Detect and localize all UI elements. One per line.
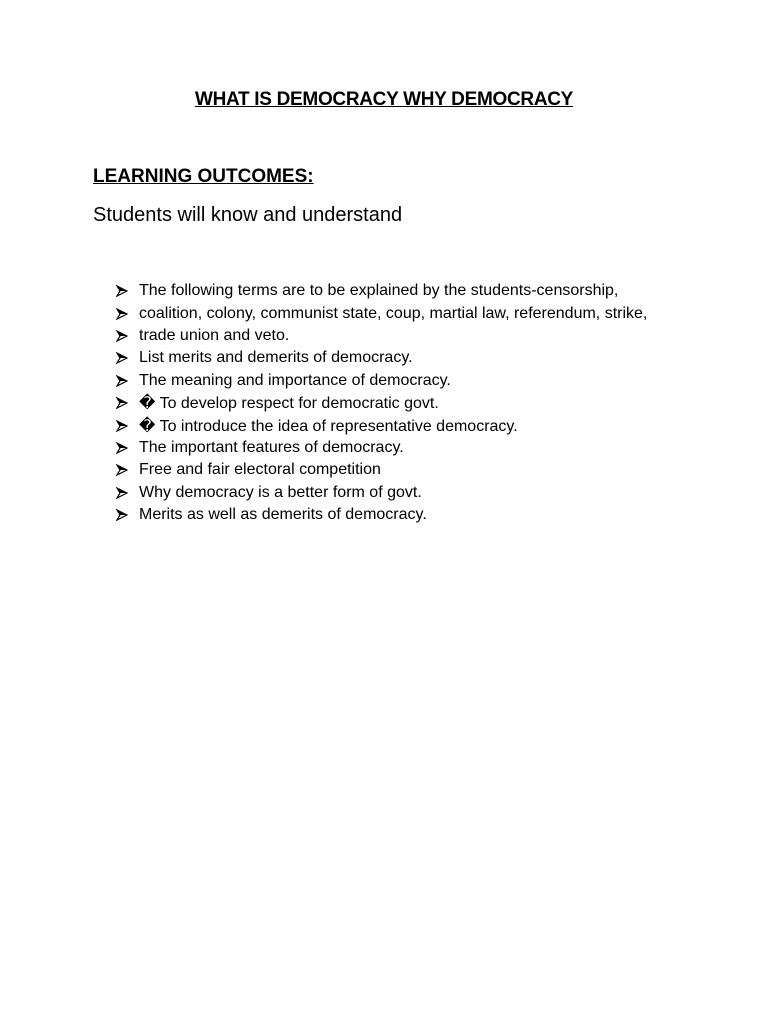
list-item-text: The meaning and importance of democracy. [139,371,451,389]
arrowhead-bullet-icon [116,464,139,476]
list-item [116,280,716,302]
list-item-text: � To introduce the idea of representative democracy. [139,417,518,435]
arrowhead-bullet-icon [116,352,139,364]
arrowhead-bullet-icon [116,509,139,521]
arrowhead-bullet-icon [116,487,139,499]
list-item [116,392,716,414]
list-item [116,459,716,481]
list-item [116,414,716,436]
list-item [116,482,716,504]
arrowhead-bullet-icon [116,285,139,297]
list-item-text: trade union and veto. [139,326,290,344]
document-title: WHAT IS DEMOCRACY WHY DEMOCRACY [194,89,574,110]
arrowhead-bullet-icon [116,375,139,387]
arrowhead-bullet-icon [116,308,139,320]
learning-outcomes-heading: LEARNING OUTCOMES: [93,166,314,187]
list-item [116,370,716,392]
list-item-text: Merits as well as demerits of democracy. [139,506,427,524]
arrowhead-bullet-icon [116,330,139,342]
arrowhead-bullet-icon [116,420,139,432]
outcomes-list [116,280,716,526]
arrowhead-bullet-icon [116,442,139,454]
list-item [116,347,716,369]
intro-text: Students will know and understand [93,204,403,226]
list-item [116,325,716,347]
list-item-text: The following terms are to be explained by the students-censorship, [139,282,619,300]
list-item [116,302,716,324]
list-item-text: � To develop respect for democratic govt. [139,395,439,413]
list-item-text: The important features of democracy. [139,438,404,456]
list-item-text: coalition, colony, communist state, coup, martial law, referendum, strike, [139,304,648,322]
list-item [116,504,716,526]
list-item [116,437,716,459]
list-item-text: Free and fair electoral competition [139,461,381,479]
list-item-text: List merits and demerits of democracy. [139,349,413,367]
list-item-text: Why democracy is a better form of govt. [139,483,422,501]
arrowhead-bullet-icon [116,397,139,409]
